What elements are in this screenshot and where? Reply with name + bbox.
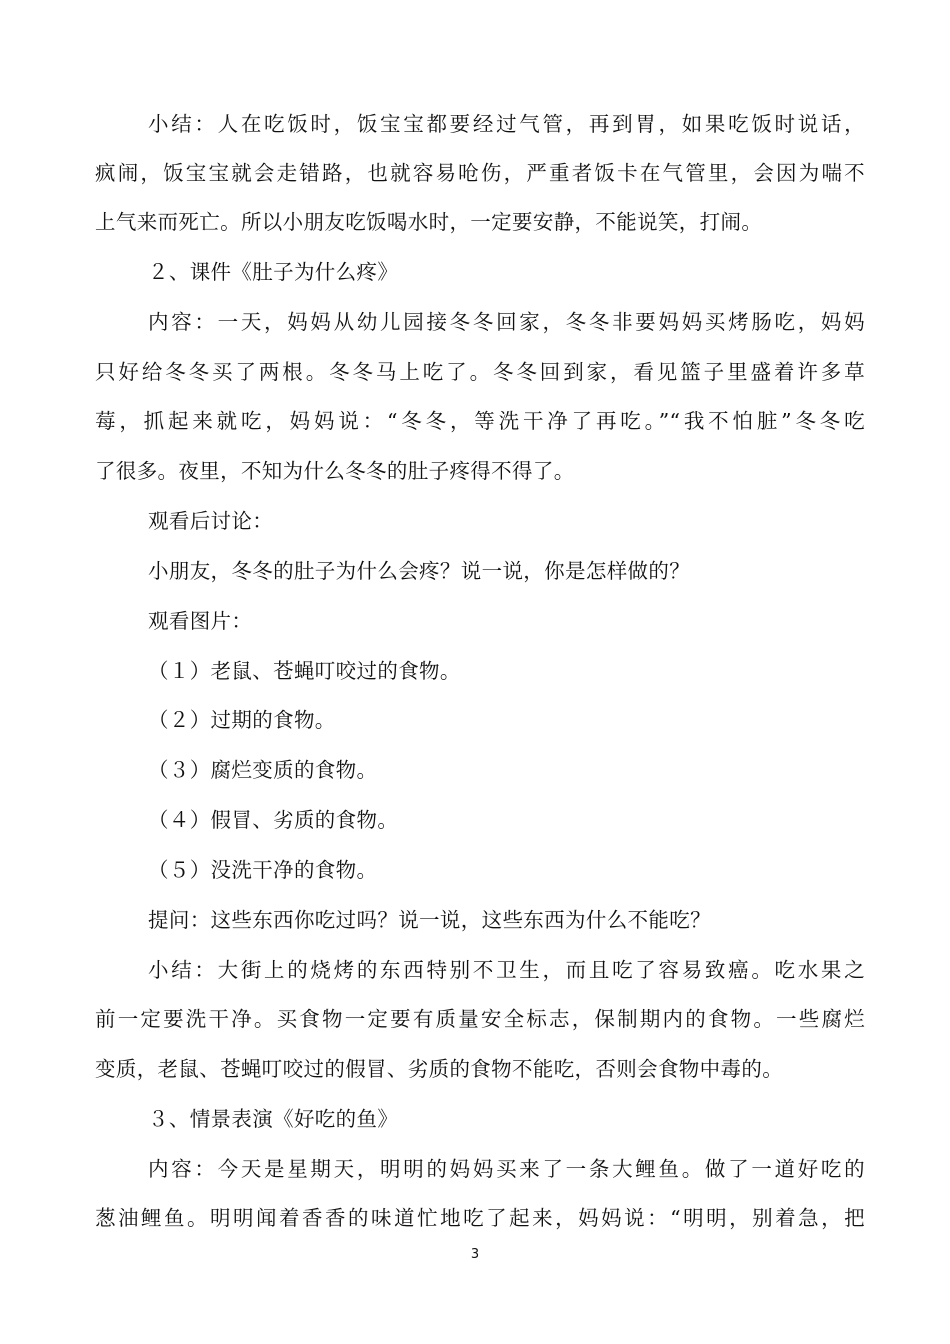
list-item: （１）老鼠、苍蝇叮咬过的食物。: [148, 659, 461, 683]
list-item: （５）没洗干净的食物。: [148, 858, 378, 882]
paragraph-line: 了很多。夜里，不知为什么冬冬的肚子疼得不得了。: [95, 459, 575, 483]
section-heading: ３、情景表演《好吃的鱼》: [148, 1107, 399, 1131]
paragraph-line: 内容：今天是星期天，明明的妈妈买来了一条大鲤鱼。做了一道好吃的: [148, 1157, 865, 1181]
list-item: （２）过期的食物。: [148, 708, 336, 732]
paragraph-line: 小结：人在吃饭时，饭宝宝都要经过气管，再到胃，如果吃饭时说话，: [148, 112, 865, 136]
paragraph-line: 莓，抓起来就吃，妈妈说：“冬冬，等洗干净了再吃。”“我不怕脏”冬冬吃: [95, 409, 865, 433]
paragraph-line: 变质，老鼠、苍蝇叮咬过的假冒、劣质的食物不能吃，否则会食物中毒的。: [95, 1057, 784, 1081]
paragraph-line: 提问：这些东西你吃过吗？说一说，这些东西为什么不能吃？: [148, 908, 711, 932]
list-item: （４）假冒、劣质的食物。: [148, 808, 399, 832]
paragraph-line: 上气来而死亡。所以小朋友吃饭喝水时，一定要安静，不能说笑，打闹。: [95, 210, 763, 234]
paragraph-line: 观看图片：: [148, 609, 253, 633]
list-item: （３）腐烂变质的食物。: [148, 758, 378, 782]
paragraph-line: 小朋友，冬冬的肚子为什么会疼？说一说，你是怎样做的？: [148, 559, 691, 583]
paragraph-line: 观看后讨论：: [148, 509, 274, 533]
page-number: 3: [470, 1247, 480, 1262]
paragraph-line: 内容：一天，妈妈从幼儿园接冬冬回家，冬冬非要妈妈买烤肠吃，妈妈: [148, 310, 865, 334]
paragraph-line: 前一定要洗干净。买食物一定要有质量安全标志，保制期内的食物。一些腐烂: [95, 1007, 865, 1031]
paragraph-line: 葱油鲤鱼。明明闻着香香的味道忙地吃了起来，妈妈说：“明明，别着急，把: [95, 1206, 865, 1230]
section-heading: ２、课件《肚子为什么疼》: [148, 260, 399, 284]
paragraph-line: 疯闹，饭宝宝就会走错路，也就容易呛伤，严重者饭卡在气管里，会因为喘不: [95, 161, 865, 185]
paragraph-line: 只好给冬冬买了两根。冬冬马上吃了。冬冬回到家，看见篮子里盛着许多草: [95, 360, 865, 384]
paragraph-line: 小结：大街上的烧烤的东西特别不卫生，而且吃了容易致癌。吃水果之: [148, 958, 865, 982]
